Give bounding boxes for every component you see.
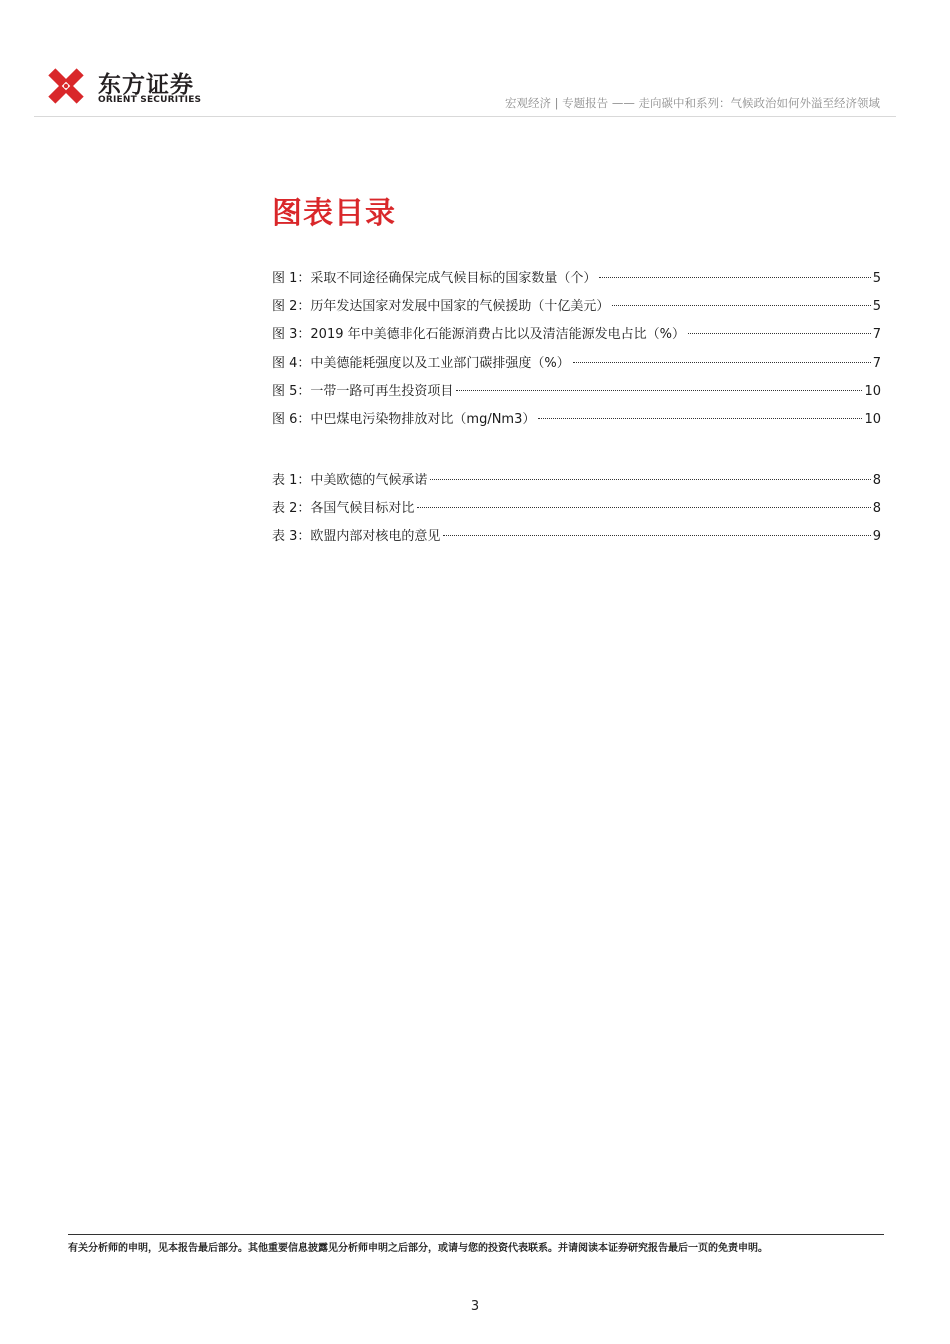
toc-entry-label: 表 1：中美欧德的气候承诺 <box>272 473 428 488</box>
footer-divider <box>68 1234 884 1235</box>
dot-leader <box>599 277 870 278</box>
dot-leader <box>456 390 862 391</box>
toc-entry-page: 7 <box>872 355 881 371</box>
toc-entry-figure-1[interactable] <box>272 265 881 293</box>
toc-entry-label: 图 4：中美德能耗强度以及工业部门碳排强度（%） <box>272 355 570 371</box>
toc-entry-label: 图 2：历年发达国家对发展中国家的气候援助（十亿美元） <box>272 299 610 315</box>
toc-entry-table-1[interactable] <box>272 467 881 495</box>
toc-entry-page: 5 <box>872 299 881 315</box>
page-header <box>0 0 950 120</box>
toc-entry-label: 图 3：2019 年中美德非化石能源消费占比以及清洁能源发电占比（%） <box>272 327 685 343</box>
toc-entry-label: 表 3：欧盟内部对核电的意见 <box>272 529 441 545</box>
toc-entry-page: 8 <box>872 501 881 517</box>
toc-entry-label: 图 1：采取不同途径确保完成气候目标的国家数量（个） <box>272 271 597 286</box>
toc-entry-table-2[interactable] <box>272 495 881 523</box>
toc-entry-page: 7 <box>872 327 881 343</box>
dot-leader <box>573 362 871 363</box>
dot-leader <box>538 418 862 419</box>
dot-leader <box>443 535 870 536</box>
logo-chinese-name: 东方证券 <box>98 72 194 98</box>
dot-leader <box>430 479 870 480</box>
toc-entry-label: 图 5：一带一路可再生投资项目 <box>272 383 454 399</box>
toc-entry-figure-5[interactable] <box>272 378 881 406</box>
dot-leader <box>688 333 871 334</box>
logo-english-name: ORIENT SECURITIES <box>98 95 202 105</box>
toc-entry-page: 5 <box>872 271 881 286</box>
toc-entry-page: 9 <box>872 529 881 545</box>
header-divider <box>34 116 896 117</box>
toc-entry-page: 10 <box>864 383 881 399</box>
toc-entry-label: 图 6：中巴煤电污染物排放对比（mg/Nm3） <box>272 411 536 427</box>
toc-entry-label: 表 2：各国气候目标对比 <box>272 501 415 517</box>
orient-securities-logo-icon <box>44 64 88 108</box>
dot-leader <box>612 305 870 306</box>
toc-entry-figure-2[interactable] <box>272 293 881 321</box>
dot-leader <box>417 507 870 508</box>
footer-disclaimer: 有关分析师的申明，见本报告最后部分。其他重要信息披露见分析师申明之后部分，或请与您的投资代表联系。并请阅读本证券研究报告最后一页的免责申明。 <box>68 1243 768 1254</box>
toc-entry-table-3[interactable] <box>272 523 881 551</box>
toc-entry-figure-4[interactable] <box>272 350 881 378</box>
toc-entry-figure-6[interactable] <box>272 406 881 434</box>
page-number: 3 <box>470 1299 480 1314</box>
toc-tables-list <box>272 467 881 552</box>
toc-entry-figure-3[interactable] <box>272 321 881 349</box>
toc-entry-page: 8 <box>872 473 881 488</box>
breadcrumb: 宏观经济 | 专题报告 —— 走向碳中和系列：气候政治如何外溢至经济领域 <box>505 96 880 110</box>
toc-title: 图表目录 <box>272 196 396 231</box>
toc-entry-page: 10 <box>864 411 881 427</box>
toc-figures-list <box>272 265 881 434</box>
